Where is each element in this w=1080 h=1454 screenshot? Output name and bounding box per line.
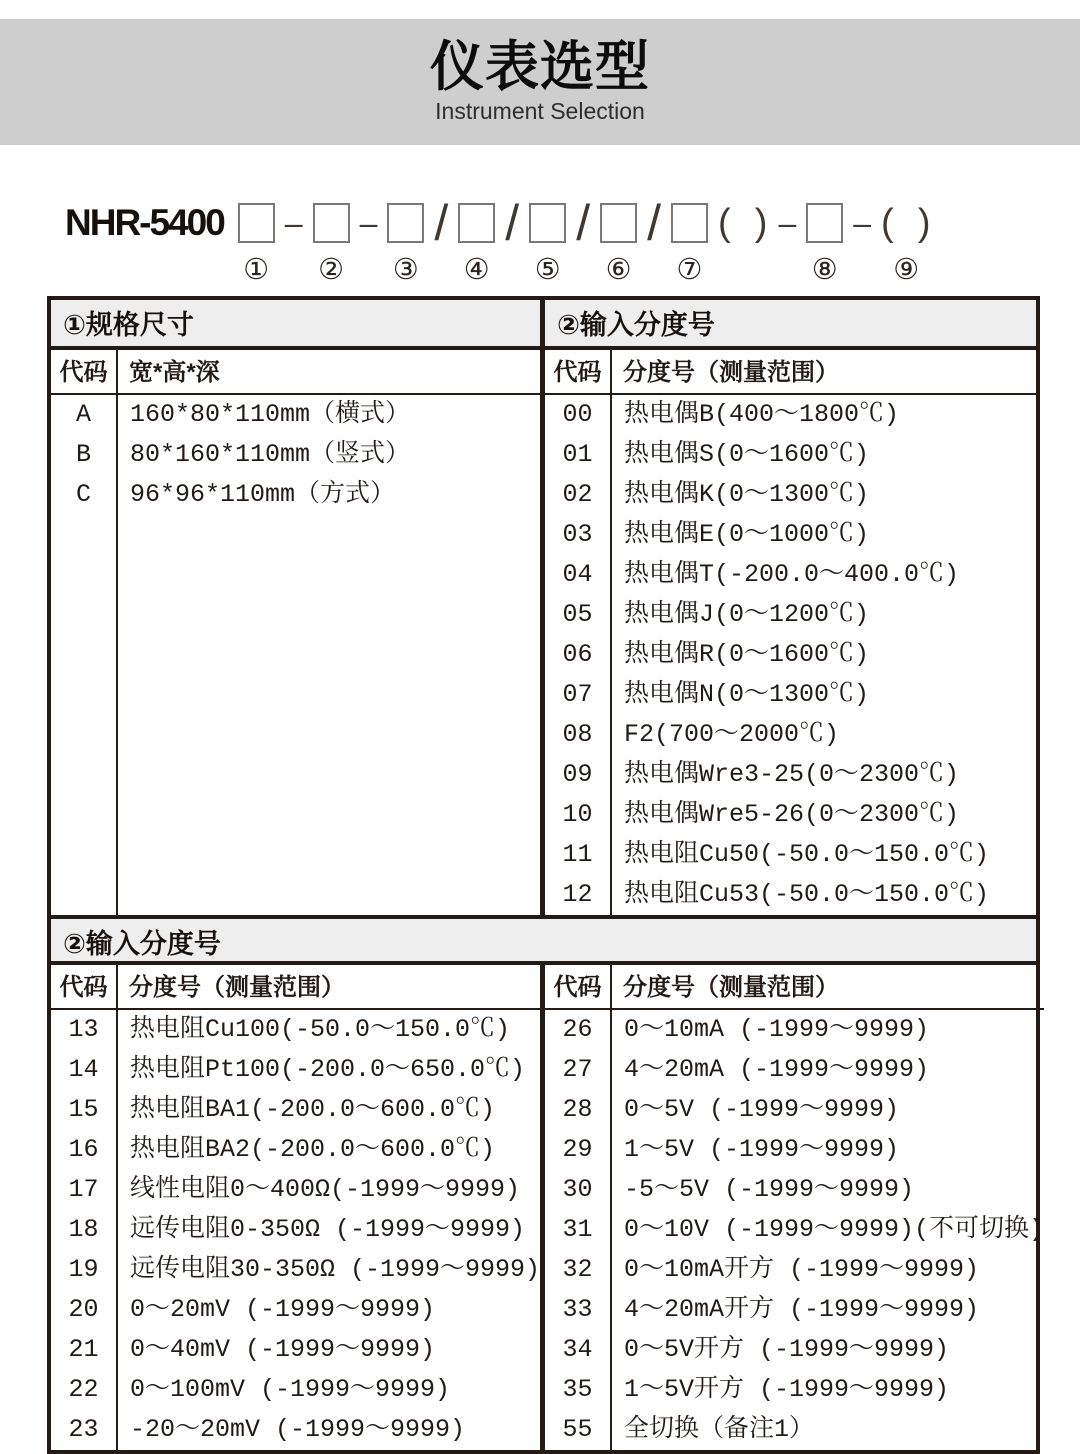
- model-segment: [313, 203, 350, 284]
- model-segment: [718, 203, 768, 284]
- code-box-or-separator: [285, 203, 303, 243]
- section1: [51, 300, 1036, 915]
- row-desc: 全切换（备注1）: [624, 1415, 815, 1444]
- separator-glyph: –: [853, 204, 872, 241]
- code-box-or-separator: [806, 203, 843, 243]
- code-column-header: 代码: [545, 965, 610, 1010]
- input-index-panel-1: [540, 300, 1036, 915]
- row-desc: 热电偶Wre3-25(0～2300℃): [624, 760, 960, 789]
- code-box-or-separator: [576, 195, 591, 251]
- desc-cells: [118, 1010, 540, 1450]
- row-code: 12: [562, 880, 593, 909]
- row-desc: 热电偶N(0～1300℃): [624, 680, 870, 709]
- row-code: 18: [68, 1215, 99, 1244]
- separator-glyph: ( ): [881, 201, 932, 244]
- row-desc: 4～20mA (-1999～9999): [624, 1055, 930, 1084]
- spec-size-columns: [51, 350, 540, 915]
- model-segment: [778, 203, 796, 284]
- row-code: 30: [562, 1175, 593, 1204]
- row-desc: 0～40mV (-1999～9999): [129, 1335, 435, 1364]
- row-desc: 160*80*110mm（横式）: [130, 400, 411, 429]
- row-code: 04: [562, 560, 593, 589]
- row-code: 28: [562, 1095, 593, 1124]
- code-box-or-separator: [505, 195, 520, 251]
- circle-index: ①: [243, 252, 270, 286]
- row-code: 02: [562, 480, 593, 509]
- row-code: 01: [562, 440, 593, 469]
- spec-size-panel: [51, 300, 540, 915]
- section2-header: ②输入分度号: [51, 915, 1036, 965]
- separator-glyph: /: [647, 195, 662, 251]
- model-segment: [600, 203, 637, 284]
- model-segment: [360, 203, 378, 284]
- row-desc: 热电偶J(0～1200℃): [624, 600, 870, 629]
- code-cells: [545, 395, 610, 915]
- row-desc: 热电偶B(400～1800℃): [624, 400, 900, 429]
- row-code: 03: [562, 520, 593, 549]
- model-prefix: NHR-5400: [65, 202, 224, 243]
- desc-column: [612, 965, 1044, 1450]
- row-desc: 热电阻BA1(-200.0～600.0℃): [129, 1095, 495, 1124]
- input-index-columns-2-right: [545, 965, 1044, 1450]
- model-segment: [671, 203, 708, 284]
- section1-left-header: ①规格尺寸: [51, 300, 540, 350]
- model-segment: [853, 203, 871, 284]
- row-code: 26: [562, 1015, 593, 1044]
- input-index-columns-2-left: [51, 965, 540, 1450]
- separator-glyph: –: [778, 204, 797, 241]
- code-box-or-separator: [458, 203, 495, 243]
- row-desc: 热电阻Pt100(-200.0～650.0℃): [129, 1055, 525, 1084]
- row-desc: 热电阻Cu100(-50.0～150.0℃): [129, 1015, 510, 1044]
- circle-index: ⑦: [676, 252, 703, 286]
- model-segment: [434, 195, 449, 284]
- row-code: 27: [562, 1055, 593, 1084]
- desc-column: [612, 350, 1036, 915]
- row-desc: 线性电阻0～400Ω(-1999～9999): [129, 1175, 520, 1204]
- code-box-or-separator: [718, 203, 768, 243]
- row-code: 20: [68, 1295, 99, 1324]
- row-code: 33: [562, 1295, 593, 1324]
- model-segment: [576, 195, 591, 284]
- row-code: 14: [68, 1055, 99, 1084]
- code-box-or-separator: [238, 203, 275, 243]
- code-cells: [51, 395, 116, 915]
- row-desc: 远传电阻30-350Ω (-1999～9999): [129, 1255, 540, 1284]
- row-code: 32: [562, 1255, 593, 1284]
- row-code: 11: [562, 840, 593, 869]
- code-column-header: 代码: [51, 350, 116, 395]
- row-desc: 4～20mA开方 (-1999～9999): [624, 1295, 980, 1324]
- code-cells: [51, 1010, 116, 1450]
- desc-cells: [612, 1010, 1044, 1450]
- model-segment: [458, 203, 495, 284]
- row-desc: 热电偶R(0～1600℃): [624, 640, 870, 669]
- row-desc: 热电偶T(-200.0～400.0℃): [624, 560, 960, 589]
- model-segment: [387, 203, 424, 284]
- code-column: [545, 350, 612, 915]
- row-desc: 远传电阻0-350Ω (-1999～9999): [129, 1215, 525, 1244]
- row-desc: 0～20mV (-1999～9999): [129, 1295, 435, 1324]
- row-code: 07: [562, 680, 593, 709]
- code-box-or-separator: [360, 203, 378, 243]
- row-desc: 1～5V开方 (-1999～9999): [624, 1375, 950, 1404]
- row-code: 34: [562, 1335, 593, 1364]
- row-desc: 热电阻BA2(-200.0～600.0℃): [129, 1135, 495, 1164]
- code-column: [51, 965, 118, 1450]
- input-index-panel-2-left: [51, 965, 540, 1450]
- desc-column-header: 分度号（测量范围）: [118, 965, 540, 1010]
- page-banner: [0, 19, 1080, 145]
- circle-index: ⑧: [811, 252, 838, 286]
- code-cells: [545, 1010, 610, 1450]
- row-code: 05: [562, 600, 593, 629]
- circle-index: ⑨: [893, 252, 920, 286]
- circle-index: ⑥: [605, 252, 632, 286]
- page-title: 仪表选型: [430, 37, 650, 98]
- row-code: 35: [562, 1375, 593, 1404]
- desc-column-header: 宽*高*深: [118, 350, 540, 395]
- row-desc: F2(700～2000℃): [624, 720, 840, 749]
- circle-index: ③: [392, 252, 419, 286]
- row-code: 15: [68, 1095, 99, 1124]
- row-code: 55: [562, 1415, 593, 1444]
- separator-glyph: /: [505, 195, 520, 251]
- row-desc: 热电偶K(0～1300℃): [624, 480, 870, 509]
- separator-glyph: –: [284, 204, 303, 241]
- input-index-panel-2-right: [540, 965, 1044, 1450]
- desc-cells: [118, 395, 540, 915]
- model-segment: [529, 203, 566, 284]
- model-segment: [285, 203, 303, 284]
- row-code: 21: [68, 1335, 99, 1364]
- row-desc: 热电偶E(0～1000℃): [624, 520, 870, 549]
- row-desc: 1～5V (-1999～9999): [624, 1135, 900, 1164]
- section1-right-header: ②输入分度号: [545, 300, 1036, 350]
- row-desc: 0～10mA (-1999～9999): [624, 1015, 930, 1044]
- row-code: 16: [68, 1135, 99, 1164]
- separator-glyph: ( ): [718, 201, 769, 244]
- model-segments: [238, 195, 932, 286]
- circle-index: ⑤: [534, 252, 561, 286]
- row-code: 06: [562, 640, 593, 669]
- page-subtitle: Instrument Selection: [435, 97, 645, 124]
- row-code: C: [75, 480, 91, 509]
- circle-index: ②: [318, 252, 345, 286]
- code-box-or-separator: [881, 203, 931, 243]
- separator-glyph: /: [576, 195, 591, 251]
- row-desc: 0～100mV (-1999～9999): [129, 1375, 450, 1404]
- row-code: 31: [562, 1215, 593, 1244]
- row-code: 09: [562, 760, 593, 789]
- row-code: 17: [68, 1175, 99, 1204]
- model-segment: [505, 195, 520, 284]
- row-desc: 80*160*110mm（竖式）: [130, 440, 411, 469]
- code-box-or-separator: [529, 203, 566, 243]
- code-column: [51, 350, 118, 915]
- row-desc: 0～5V开方 (-1999～9999): [624, 1335, 950, 1364]
- code-column: [545, 965, 612, 1450]
- code-box-or-separator: [853, 203, 871, 243]
- model-segment: [647, 195, 662, 284]
- row-code: 08: [562, 720, 593, 749]
- code-box-or-separator: [434, 195, 449, 251]
- desc-column-header: 分度号（测量范围）: [612, 965, 1044, 1010]
- code-box-or-separator: [647, 195, 662, 251]
- desc-column: [118, 965, 540, 1450]
- code-box-or-separator: [387, 203, 424, 243]
- row-code: A: [75, 400, 91, 429]
- row-desc: 热电阻Cu53(-50.0～150.0℃): [624, 880, 990, 909]
- input-index-columns-1: [545, 350, 1036, 915]
- row-code: 29: [562, 1135, 593, 1164]
- row-desc: -20～20mV (-1999～9999): [129, 1415, 465, 1444]
- code-column-header: 代码: [545, 350, 610, 395]
- selection-table: [47, 296, 1045, 1454]
- model-segment: [806, 203, 843, 284]
- row-code: 22: [68, 1375, 99, 1404]
- separator-glyph: /: [434, 195, 449, 251]
- row-code: B: [75, 440, 91, 469]
- desc-column: [118, 350, 540, 915]
- model-ordering-code: [65, 195, 1080, 286]
- row-desc: 0～10mA开方 (-1999～9999): [624, 1255, 980, 1284]
- row-code: 19: [68, 1255, 99, 1284]
- model-segment: [238, 203, 275, 284]
- row-desc: 热电阻Cu50(-50.0～150.0℃): [624, 840, 990, 869]
- circle-index: ④: [463, 252, 490, 286]
- separator-glyph: –: [359, 204, 378, 241]
- code-box-or-separator: [778, 203, 796, 243]
- code-box-or-separator: [600, 203, 637, 243]
- model-segment: [881, 203, 931, 284]
- desc-cells: [612, 395, 1036, 915]
- row-desc: 热电偶S(0～1600℃): [624, 440, 870, 469]
- code-box-or-separator: [671, 203, 708, 243]
- row-code: 23: [68, 1415, 99, 1444]
- code-box-or-separator: [313, 203, 350, 243]
- row-desc: 96*96*110mm（方式）: [130, 480, 396, 509]
- row-desc: 0～10V (-1999～9999)(不可切换): [624, 1215, 1045, 1244]
- row-code: 13: [68, 1015, 99, 1044]
- section2: [51, 965, 1045, 1450]
- desc-column-header: 分度号（测量范围）: [612, 350, 1036, 395]
- row-code: 00: [562, 400, 593, 429]
- row-desc: 0～5V (-1999～9999): [624, 1095, 900, 1124]
- row-desc: -5～5V (-1999～9999): [624, 1175, 915, 1204]
- code-column-header: 代码: [51, 965, 116, 1010]
- row-desc: 热电偶Wre5-26(0～2300℃): [624, 800, 960, 829]
- row-code: 10: [562, 800, 593, 829]
